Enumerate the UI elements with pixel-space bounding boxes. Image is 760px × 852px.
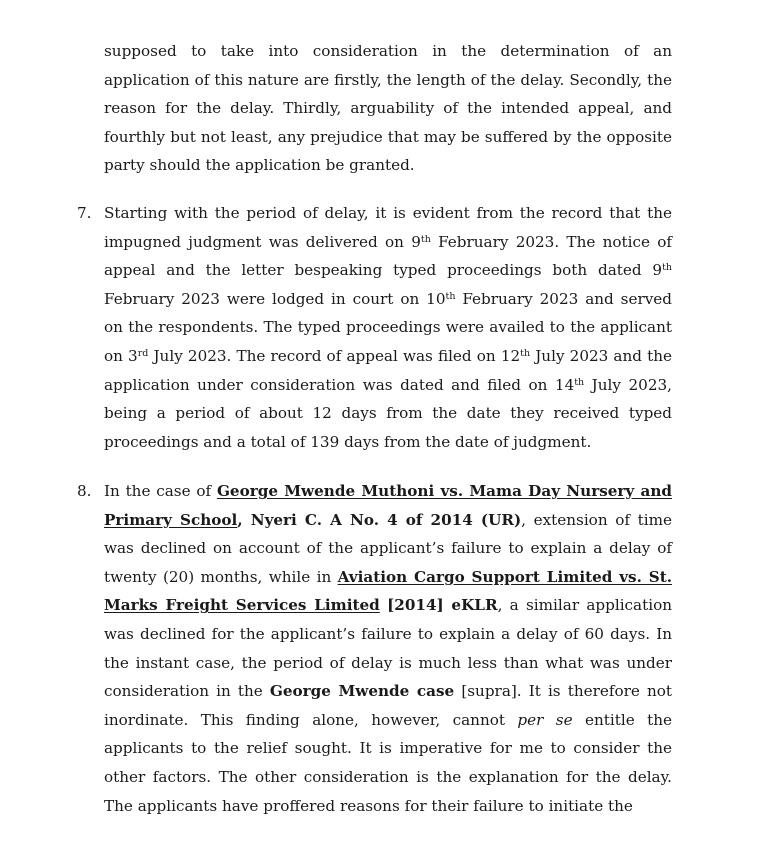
paragraph-text: July 2023 and the application under consideration was dated and filed on 14 (104, 346, 672, 394)
case-short-reference: George Mwende case (269, 682, 455, 701)
paragraph-text: , a similar application was declined for the applicant’s failure to explain a delay of 60 days. In the instant case, the period of delay is much less than what was under consideration in the (104, 596, 673, 701)
paragraph-8 (77, 477, 673, 820)
latin-phrase: per se (517, 710, 573, 729)
paragraph-number: 7. (77, 204, 92, 222)
ordinal-suffix: th (574, 376, 585, 388)
paragraph-text: Starting with the period of delay, it is evident from the record that the impugned judgment was delivered on 9 (104, 204, 672, 251)
case-citation-reference: [2014] eKLR (387, 596, 498, 615)
ordinal-suffix: th (420, 233, 431, 245)
paragraph-text: , extension of time was declined on account of the applicant’s failure to explain a delay of twenty (20) months, while in (104, 510, 672, 586)
paragraph-text: July 2023. The record of appeal was filed on 12 (148, 346, 521, 365)
paragraph-number: 8. (77, 482, 92, 500)
paragraph-text: In the case of (104, 482, 217, 500)
paragraph-text: July 2023, being a period of about 12 days from the date they received typed proceedings and a total of 139 days from the date of judgment. (104, 375, 672, 451)
paragraph-7 (77, 199, 672, 456)
paragraph-text (380, 596, 387, 614)
paragraph-text: [supra]. It is therefore not inordinate. This finding alone, however, cannot (104, 682, 672, 729)
paragraph-text: February 2023 and served on the respondents. The typed proceedings were availed to the applicant on 3 (104, 289, 672, 365)
case-citation-title: Aviation Cargo Support Limited vs. St. Marks Freight Services Limited (104, 567, 673, 615)
case-citation-title: George Mwende Muthoni vs. Mama Day Nursery and Primary School (104, 482, 672, 529)
ordinal-suffix: th (445, 290, 456, 302)
paragraph-text: February 2023 were lodged in court on 10 (104, 289, 446, 308)
paragraph-text: February 2023. The notice of appeal and the letter bespeaking typed proceedings both dated 9 (104, 232, 672, 280)
ordinal-suffix: th (520, 347, 531, 359)
ordinal-suffix: rd (137, 347, 149, 359)
continuation-paragraph: supposed to take into consideration in the determination of an application of this nature are firstly, the length of the delay. Secondly, the reason for the delay. Thirdly, arguability of the intended appeal, and fourthly but not least, any prejudice that may be suffered by the opposite party should the application be granted. (104, 42, 672, 175)
ordinal-suffix: th (662, 262, 672, 274)
paragraph-text: entitle the applicants to the relief sought. It is imperative for me to consider the other factors. The other consideration is the explanation for the delay. The applicants have proffered reasons for their failure to initiate the (104, 710, 672, 815)
case-citation-reference: , Nyeri C. A No. 4 of 2014 (UR) (237, 510, 522, 529)
